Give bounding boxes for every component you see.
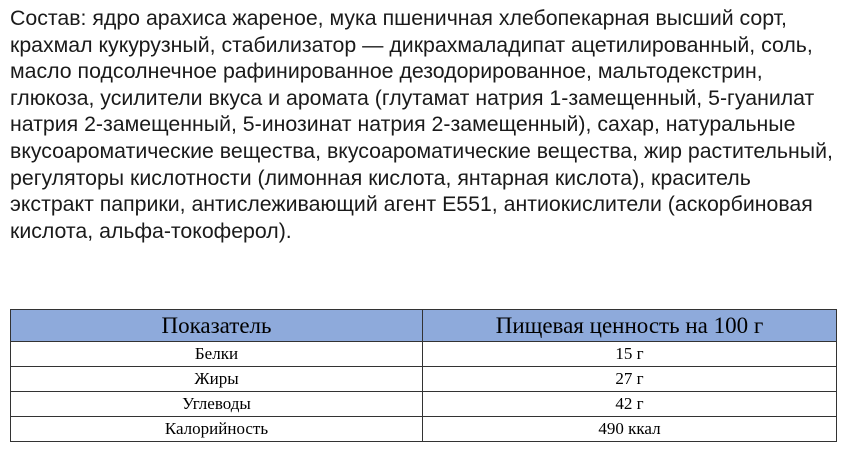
- column-header-indicator: Показатель: [11, 310, 423, 342]
- nutrient-value: 15 г: [423, 342, 837, 367]
- nutrient-name: Углеводы: [11, 392, 423, 417]
- composition-text: Состав: ядро арахиса жареное, мука пшеничная хлебопекарная высший сорт, крахмал кукурузный, стабилизатор — дикрахмаладипат ацетилированный, соль, масло подсолнечное рафинированное дезодорированное, мальтодекстрин, глюкоза, усилители вкуса и аромата (глутамат натрия 1-замещенный, 5-гуанилат натрия 2-замещенный, 5-инозинат натрия 2-замещенный), сахар, натуральные вкусоароматические вещества, вкусоароматические вещества, жир растительный, регуляторы кислотности (лимонная кислота, янтарная кислота), краситель экстракт паприки, антислеживающий агент Е551, антиокислители (аскорбиновая кислота, альфа-токоферол).: [10, 6, 833, 243]
- nutrient-name: Белки: [11, 342, 423, 367]
- table-row: [11, 392, 837, 417]
- nutrient-value: 27 г: [423, 367, 837, 392]
- table-row: [11, 367, 837, 392]
- column-header-value: Пищевая ценность на 100 г: [423, 310, 837, 342]
- nutrition-table: [10, 309, 837, 442]
- table-row: [11, 342, 837, 367]
- nutrient-value: 42 г: [423, 392, 837, 417]
- table-row: [11, 417, 837, 442]
- nutrient-value: 490 ккал: [423, 417, 837, 442]
- nutrient-name: Калорийность: [11, 417, 423, 442]
- nutrient-name: Жиры: [11, 367, 423, 392]
- table-header-row: [11, 310, 837, 342]
